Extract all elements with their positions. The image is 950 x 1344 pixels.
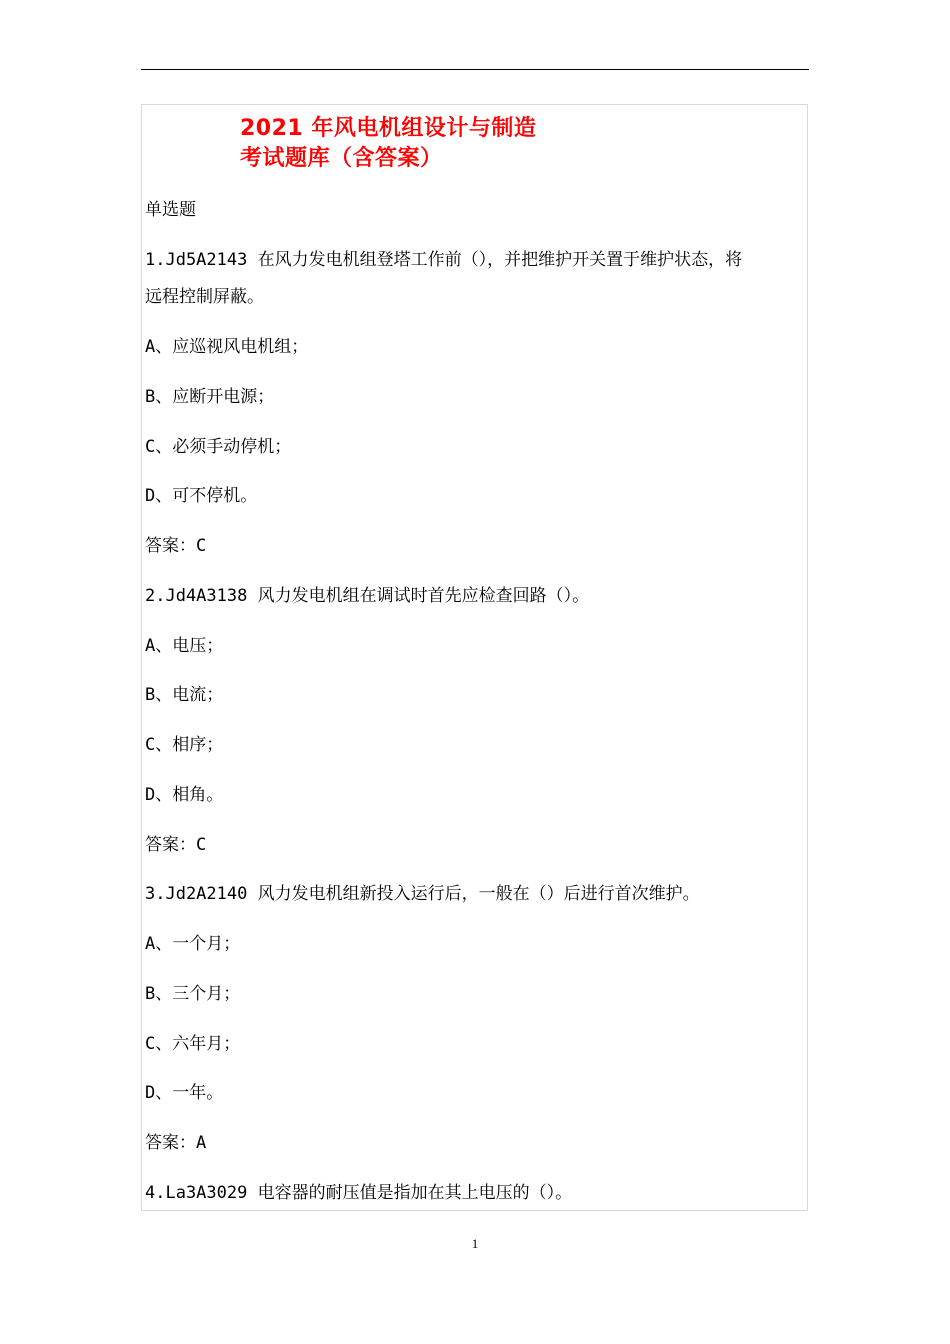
question-3-option-b: B、三个月； xyxy=(145,984,241,1004)
document-title-line1: 2021 年风电机组设计与制造 xyxy=(240,116,537,141)
question-1-option-a: A、应巡视风电机组； xyxy=(145,337,309,357)
question-1-stem-line1: 1.Jd5A2143 在风力发电机组登塔工作前（），并把维护开关置于维护状态，将 xyxy=(145,250,743,270)
question-3-option-a: A、一个月； xyxy=(145,934,241,954)
question-1-option-d: D、可不停机。 xyxy=(145,486,258,506)
question-3-option-c: C、六年月； xyxy=(145,1034,241,1054)
question-3-answer: 答案：A xyxy=(145,1133,207,1153)
question-1-option-b: B、应断开电源； xyxy=(145,387,275,407)
section-heading: 单选题 xyxy=(145,200,196,220)
document-title-line2: 考试题库（含答案） xyxy=(240,146,443,171)
question-2-stem-line1: 2.Jd4A3138 风力发电机组在调试时首先应检查回路（）。 xyxy=(145,586,590,606)
question-2-option-d: D、相角。 xyxy=(145,785,224,805)
page-number: 1 xyxy=(471,1236,479,1251)
question-1-answer: 答案：C xyxy=(145,536,207,556)
question-3-stem-line1: 3.Jd2A2140 风力发电机组新投入运行后，一般在（）后进行首次维护。 xyxy=(145,884,700,904)
question-2-option-a: A、电压； xyxy=(145,636,224,656)
question-2-option-c: C、相序； xyxy=(145,735,224,755)
question-2-answer: 答案：C xyxy=(145,835,207,855)
question-3-option-d: D、一年。 xyxy=(145,1083,224,1103)
question-1-stem-line2: 远程控制屏蔽。 xyxy=(145,287,264,307)
header-rule xyxy=(141,69,809,70)
question-1-option-c: C、必须手动停机； xyxy=(145,437,292,457)
question-2-option-b: B、电流； xyxy=(145,685,224,705)
question-4-stem-line1: 4.La3A3029 电容器的耐压值是指加在其上电压的（）。 xyxy=(145,1183,573,1203)
